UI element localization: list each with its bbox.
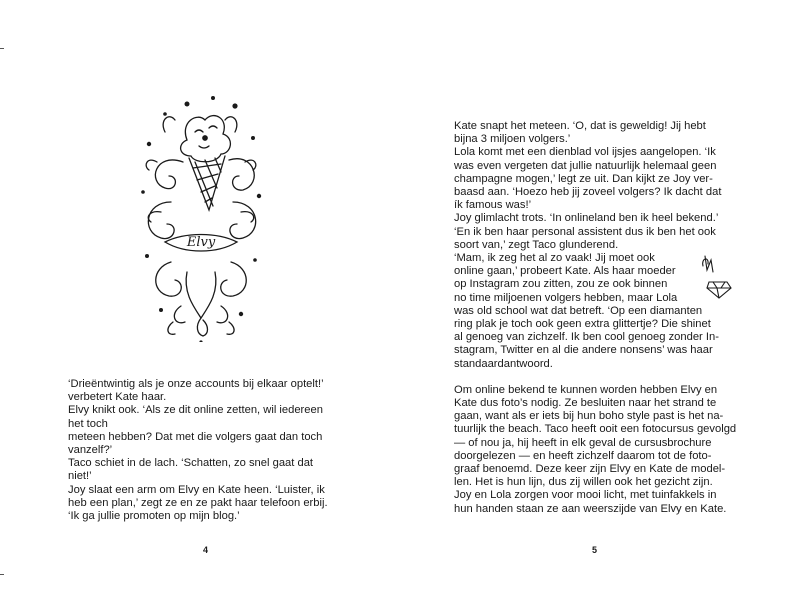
text-line: champagne mogen,’ legt ze uit. Dan kijkt ze Joy ver- (454, 172, 713, 185)
text-line: vanzelf?’ (68, 444, 113, 457)
paragraph-1 (454, 120, 744, 371)
svg-text:Elvy: Elvy (186, 235, 216, 250)
text-line: tuurlijk the beach. Taco heeft ooit een fotocursus gevolgd (454, 423, 737, 436)
text-line: Taco schiet in de lach. ‘Schatten, zo snel gaat dat (68, 457, 314, 470)
text-line: meteen hebben? Dat met die volgers gaat dan toch (68, 430, 323, 443)
paragraph-2 (454, 384, 744, 516)
page-number: 4 (203, 545, 209, 555)
text-line: Joy slaat een arm om Elvy en Kate heen. ‘Luister, ik (68, 483, 325, 496)
text-line: ‘Mam, ik zeg het al zo vaak! Jij moet ook (454, 252, 655, 265)
text-line: — of nou ja, hij heeft in elk geval de cursusbrochure (454, 436, 712, 449)
text-line: verbetert Kate haar. (68, 391, 167, 404)
text-line: Kate snapt het meteen. ‘O, dat is geweldig! Jij hebt (454, 120, 706, 132)
crop-mark (0, 48, 4, 49)
text-line: gaan, want als er iets bij hun boho style past is het na- (454, 410, 724, 423)
text-line: Elvy knikt ook. ‘Als ze dit online zetten, wil iedereen (68, 404, 323, 417)
text-line: heb een plan,’ zegt ze en ze pakt haar telefoon erbij. (68, 496, 328, 509)
text-line: Kate dus foto’s nodig. Ze besluiten naar het strand te (454, 397, 717, 410)
right-page-text (454, 120, 744, 516)
text-line: ‘Ik ga jullie promoten op mijn blog.’ (68, 510, 240, 523)
text-line: op Instagram zou zitten, zou ze ook binnen (454, 278, 668, 291)
text-line: het toch (68, 417, 108, 430)
text-line: baasd aan. ‘Hoezo heb jij zoveel volgers? Ik dacht dat (454, 186, 722, 199)
text-line: was old school wat dat betreft. ‘Op een diamanten (454, 304, 703, 317)
text-line: ring plak je toch ook geen extra glittertje? Die shinet (454, 318, 711, 331)
text-line: al genoeg van zichzelf. Ik ben cool genoeg zonder In- (454, 331, 719, 344)
ice-cream-ornament-icon (125, 92, 275, 342)
text-line: ‘Drieëntwintig als je onze accounts bij elkaar optelt!’ (68, 378, 324, 390)
text-line: Lola komt met een dienblad vol ijsjes aangelopen. ‘Ik (454, 146, 716, 159)
text-line: len. Het is hun lijn, dus zij willen ook het gezicht zijn. (454, 476, 713, 489)
text-line: doorgelezen — en heeft zichzelf daarom tot de foto- (454, 449, 712, 462)
text-line: hun handen staan ze aan weerszijde van Elvy en Kate. (454, 502, 727, 515)
text-line: stagram, Twitter en al die andere nonsens’ was haar (454, 344, 713, 357)
text-line: ‘En ik ben haar personal assistent dus ik ben het ook (454, 225, 716, 238)
left-page (0, 0, 399, 590)
right-page (399, 0, 799, 590)
diamond-ring-icon (699, 252, 735, 302)
text-line: ík famous was!’ (454, 199, 532, 212)
text-line: graaf benoemd. Deze keer zijn Elvy en Kate de model- (454, 463, 726, 476)
text-line: niet!’ (68, 470, 92, 483)
text-line: online gaan,’ probeert Kate. Als haar moeder (454, 265, 676, 278)
text-line: Om online bekend te kunnen worden hebben Elvy en (454, 383, 718, 396)
text-line: bijna 3 miljoen volgers.’ (454, 133, 571, 146)
left-page-text (68, 378, 343, 523)
text-line: Joy en Lola zorgen voor mooi licht, met tuinfakkels in (454, 489, 717, 502)
text-line: was even vergeten dat jullie natuurlijk helemaal geen (454, 159, 717, 172)
text-line: no time miljoenen volgers hebben, maar Lola (454, 291, 678, 304)
text-line: soort van,’ zegt Taco glunderend. (454, 238, 619, 251)
crop-mark (0, 574, 4, 575)
text-line: standaardantwoord. (454, 357, 553, 370)
text-line: Joy glimlacht trots. ‘In onlineland ben ik heel bekend.’ (454, 212, 719, 225)
page-number: 5 (592, 545, 598, 555)
